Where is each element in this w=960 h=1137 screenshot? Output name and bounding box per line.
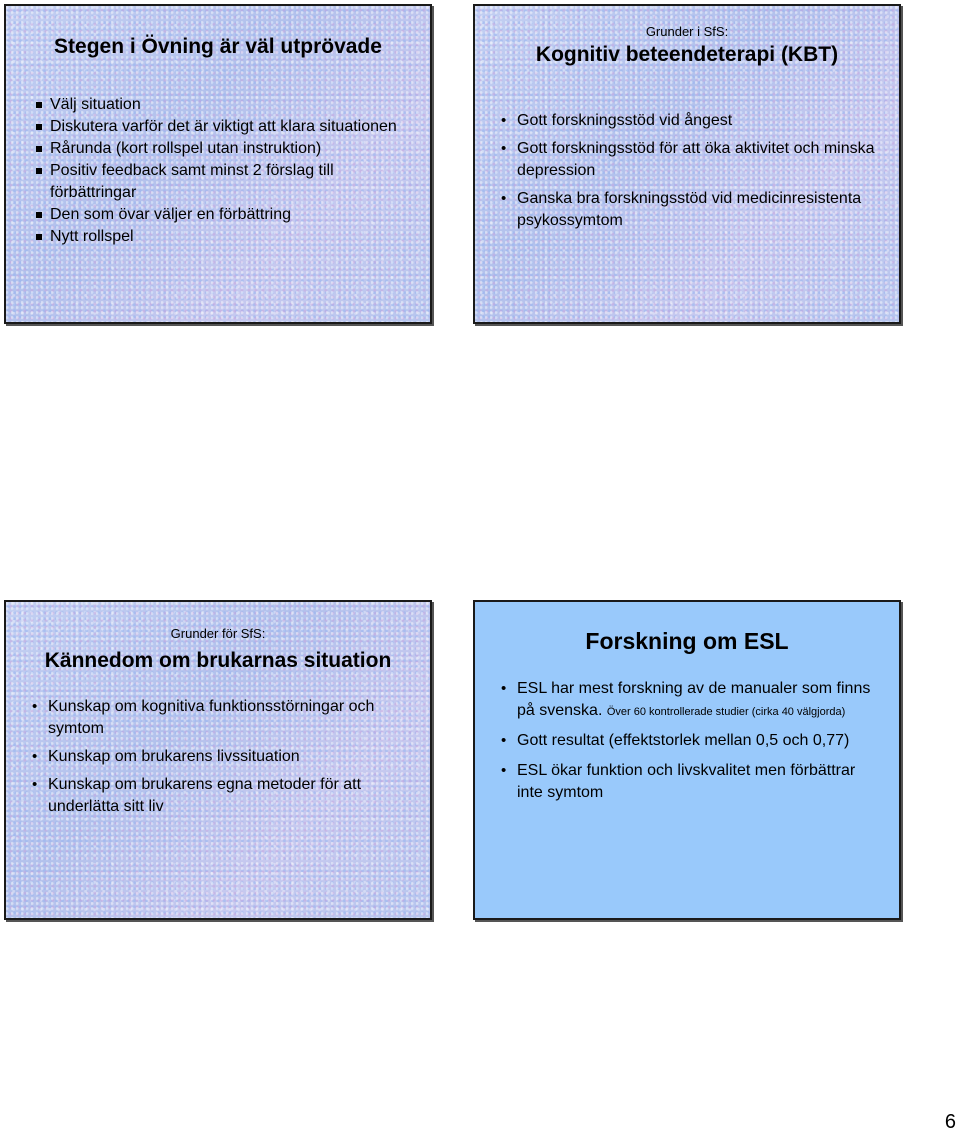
bullet-list — [501, 678, 883, 810]
list-item: • Ganska bra forskningsstöd vid medicinresistenta psykossymtom — [501, 188, 879, 232]
list-item: Den som övar väljer en förbättring — [36, 204, 410, 226]
list-item: • Gott resultat (effektstorlek mellan 0,5 och 0,77) — [501, 730, 883, 752]
list-item: Diskutera varför det är viktigt att klara situationen — [36, 116, 410, 138]
bullet-list — [32, 696, 410, 824]
list-item: • Kunskap om brukarens egna metoder för att underlätta sitt liv — [32, 774, 410, 818]
list-item: • ESL ökar funktion och livskvalitet men förbättrar inte symtom — [501, 760, 883, 804]
list-item-note: Över 60 kontrollerade studier (cirka 40 välgjorda) — [606, 706, 846, 718]
list-item: • Kunskap om brukarens livssituation — [32, 746, 410, 768]
list-item-main: ESL har mest forskning av de manualer som finns på svenska. — [517, 680, 871, 719]
slide-title: Kognitiv beteendeterapi (KBT) — [535, 43, 839, 66]
slide-title: Kännedom om brukarnas situation — [44, 649, 392, 672]
list-item: • Kunskap om kognitiva funktionsstörningar och symtom — [32, 696, 410, 740]
slide-kbt — [473, 4, 901, 324]
list-item: Nytt rollspel — [36, 226, 410, 248]
page-number: 6 — [944, 1111, 956, 1133]
slide-brukarnas-situation — [4, 600, 432, 920]
list-item: • Gott forskningsstöd vid ångest — [501, 110, 879, 132]
bullet-list — [36, 94, 410, 248]
slide-supertitle: Grunder i SfS: — [645, 24, 729, 39]
list-item: Positiv feedback samt minst 2 förslag till förbättringar — [36, 160, 410, 204]
slide-title: Stegen i Övning är väl utprövade — [54, 35, 382, 58]
slide-title: Forskning om ESL — [585, 628, 789, 654]
bullet-list — [501, 110, 879, 238]
list-item: Välj situation — [36, 94, 410, 116]
list-item: • Gott forskningsstöd för att öka aktivitet och minska depression — [501, 138, 879, 182]
slide-steps — [4, 4, 432, 324]
slide-esl-research — [473, 600, 901, 920]
list-item — [501, 678, 883, 722]
list-item: Rårunda (kort rollspel utan instruktion) — [36, 138, 410, 160]
slide-supertitle: Grunder för SfS: — [170, 626, 266, 641]
